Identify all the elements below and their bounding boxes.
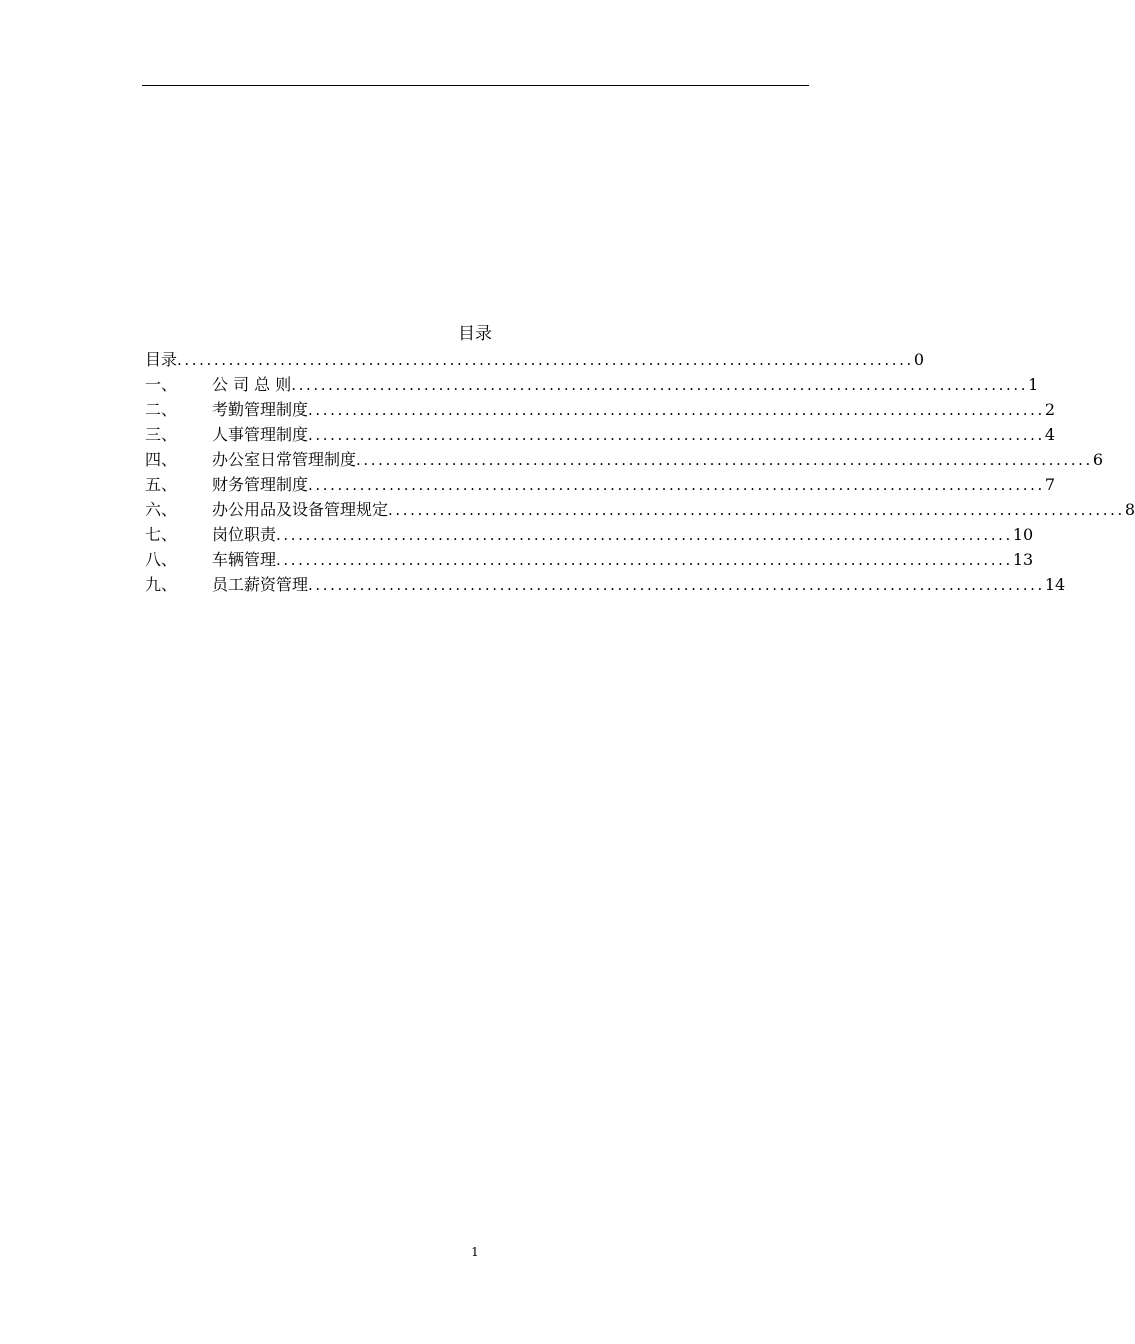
toc-entry-page: 0 xyxy=(913,350,925,369)
toc-entry-number: 八、 xyxy=(145,550,178,569)
toc-entry-page: 4 xyxy=(1044,425,1056,444)
toc-entry-page: 13 xyxy=(1012,550,1034,569)
toc-leader-dots: .................................................................................................... xyxy=(308,401,1045,419)
toc-heading: 目录 xyxy=(458,324,492,344)
toc-entry[interactable] xyxy=(145,547,1034,572)
toc-entry-page: 10 xyxy=(1012,525,1034,544)
toc-entry-title: 办公室日常管理制度 xyxy=(212,450,357,469)
toc-entry-title: 人事管理制度 xyxy=(212,425,309,444)
toc-entry[interactable] xyxy=(145,422,1056,447)
toc-entry-page: 2 xyxy=(1044,400,1056,419)
toc-entry[interactable] xyxy=(145,447,1104,472)
toc-leader-dots: .................................................................................................... xyxy=(308,426,1045,444)
toc-leader-dots: .................................................................................................... xyxy=(356,451,1093,469)
toc-entry-page: 1 xyxy=(1028,375,1039,394)
toc-entry-number: 九、 xyxy=(145,575,178,594)
toc-entry[interactable] xyxy=(145,397,1056,422)
toc-leader-dots: .................................................................................................... xyxy=(177,351,914,369)
toc-entry-title: 办公用品及设备管理规定 xyxy=(212,500,389,519)
toc-entry-page: 8 xyxy=(1124,500,1135,519)
toc-entry[interactable] xyxy=(145,472,1056,497)
toc-leader-dots: .................................................................................................... xyxy=(388,501,1125,519)
toc-entry-page: 6 xyxy=(1092,450,1104,469)
toc-entry-number: 二、 xyxy=(145,400,178,419)
toc-entry-page: 7 xyxy=(1044,475,1056,494)
toc-entry-title: 车辆管理 xyxy=(212,550,277,569)
toc-entry[interactable] xyxy=(145,372,1039,397)
toc-entry[interactable] xyxy=(145,522,1034,547)
toc-leader-dots: .................................................................................................... xyxy=(308,576,1045,594)
toc-entry-number: 五、 xyxy=(145,475,178,494)
toc-entry-title: 目录 xyxy=(145,350,178,369)
toc-entry[interactable] xyxy=(145,347,925,372)
toc-leader-dots: .................................................................................................... xyxy=(291,376,1029,394)
toc-leader-dots: .................................................................................................... xyxy=(276,551,1013,569)
toc-entry-title: 考勤管理制度 xyxy=(212,400,309,419)
header-rule xyxy=(142,85,809,86)
toc-entry-number: 七、 xyxy=(145,525,178,544)
toc-entry[interactable] xyxy=(145,572,1066,597)
toc-entry-number: 六、 xyxy=(145,500,178,519)
toc-leader-dots: .................................................................................................... xyxy=(276,526,1013,544)
toc-entry-page: 14 xyxy=(1044,575,1066,594)
toc-entry-title: 财务管理制度 xyxy=(212,475,309,494)
page-number: 1 xyxy=(471,1245,479,1259)
toc-entry-title: 员工薪资管理 xyxy=(212,575,309,594)
toc-entry-number: 三、 xyxy=(145,425,178,444)
toc-entry-number: 四、 xyxy=(145,450,178,469)
table-of-contents xyxy=(145,347,1135,597)
toc-entry-title: 公 司 总 则 xyxy=(212,375,292,394)
toc-entry-number: 一、 xyxy=(145,375,178,394)
toc-entry[interactable] xyxy=(145,497,1135,522)
toc-leader-dots: .................................................................................................... xyxy=(308,476,1045,494)
toc-entry-title: 岗位职责 xyxy=(212,525,277,544)
